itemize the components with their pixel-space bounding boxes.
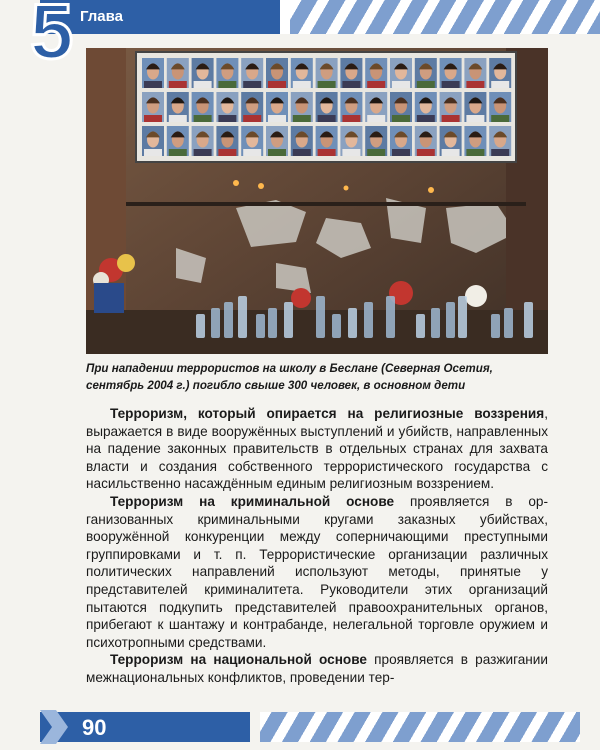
portrait	[365, 92, 387, 122]
portrait	[415, 126, 437, 156]
footer-band	[0, 712, 600, 750]
portrait-grid	[142, 58, 511, 156]
header-band	[40, 0, 600, 34]
bottle	[416, 314, 425, 338]
footer-stripes	[260, 712, 580, 742]
photo-caption: При нападении террористов на школу в Беслане (Северная Осетия, сентябрь 2004 г.) погибло свыше 300 человек, в основном дети	[86, 362, 493, 392]
portrait	[415, 58, 437, 88]
portrait	[316, 92, 338, 122]
portrait	[464, 126, 486, 156]
portrait	[216, 126, 238, 156]
portrait	[266, 92, 288, 122]
portrait	[440, 58, 462, 88]
portrait	[464, 58, 486, 88]
bottle	[224, 302, 233, 338]
portrait	[291, 58, 313, 88]
bottle	[386, 296, 395, 338]
portrait	[464, 92, 486, 122]
term-religious: Терроризм, который опирается на религиозные воззрения	[110, 406, 545, 421]
paragraph-national	[86, 651, 548, 686]
term-criminal: Терроризм на криминальной основе	[110, 493, 395, 509]
portrait	[216, 58, 238, 88]
bottle	[458, 296, 467, 338]
portrait	[316, 126, 338, 156]
bottle	[431, 308, 440, 338]
bottle	[348, 308, 357, 338]
portrait	[291, 126, 313, 156]
portrait	[241, 92, 263, 122]
portrait	[192, 92, 214, 122]
portrait	[365, 58, 387, 88]
portrait	[167, 126, 189, 156]
portrait	[489, 92, 511, 122]
paragraph-national-text: проявляется в разжигании межнациональных конфликтов, проведении тер-	[86, 652, 548, 685]
portrait	[489, 126, 511, 156]
bottle	[268, 308, 277, 338]
portrait	[440, 92, 462, 122]
bottle	[211, 308, 220, 338]
portrait	[365, 126, 387, 156]
bottle	[316, 296, 325, 338]
portrait	[440, 126, 462, 156]
page-number: 90	[82, 715, 107, 740]
memorial-photo	[86, 48, 548, 354]
paragraph-religious-text: , выражается в виде вооружённых выступлений и убийств, направленных на падение законных правительств в отдельных странах для захвата власти и создания собственного террористического государства с насильственно насаждённым единым религиозным воззрением.	[86, 406, 548, 492]
bottle	[446, 302, 455, 338]
memorial-photo-drawing	[86, 48, 548, 354]
portrait	[167, 58, 189, 88]
portrait	[316, 58, 338, 88]
portrait	[216, 92, 238, 122]
bottle	[332, 314, 341, 338]
portrait	[390, 58, 412, 88]
bottle	[256, 314, 265, 338]
portrait	[192, 58, 214, 88]
portrait	[266, 126, 288, 156]
footer-blue-bar	[40, 712, 250, 742]
term-national: Терроризм на национальной основе	[110, 652, 367, 668]
portrait	[415, 92, 437, 122]
bottle	[491, 314, 500, 338]
bottle	[524, 302, 533, 338]
portrait	[390, 92, 412, 122]
portrait	[340, 92, 362, 122]
portrait	[241, 58, 263, 88]
header-blue-bar	[40, 0, 280, 34]
chapter-number: 5	[30, 0, 74, 75]
paragraph-criminal	[86, 493, 548, 651]
bottle	[196, 314, 205, 338]
paragraph-criminal-text: проявляется в организованных криминальными кругами заказных убийствах, вооружённой конкуренции между соперничающими преступными группировками и т. п. Террористические организации различных политических направлений используют методы, принятые у представителей криминалитета. Руководители этих организаций пытаются подкупить представителей правоохранительных органов, прибегают к шантажу и контрабанде, нелегальной торговле оружием и психотропными средствами.	[86, 493, 548, 650]
paragraph-religious	[86, 405, 548, 493]
bottle	[364, 302, 373, 338]
portrait	[192, 126, 214, 156]
chevron-right-icon	[38, 710, 68, 744]
portrait	[142, 126, 164, 156]
portrait	[340, 58, 362, 88]
chapter-label: Глава	[80, 8, 123, 25]
body-text	[86, 405, 548, 687]
portrait	[291, 92, 313, 122]
portrait	[142, 92, 164, 122]
bottle	[238, 296, 247, 338]
portrait	[489, 58, 511, 88]
portrait	[142, 58, 164, 88]
header-stripes	[290, 0, 600, 34]
portrait	[167, 92, 189, 122]
bottle	[284, 302, 293, 338]
bottle	[504, 308, 513, 338]
portrait	[241, 126, 263, 156]
portrait	[266, 58, 288, 88]
portrait	[340, 126, 362, 156]
portrait	[390, 126, 412, 156]
